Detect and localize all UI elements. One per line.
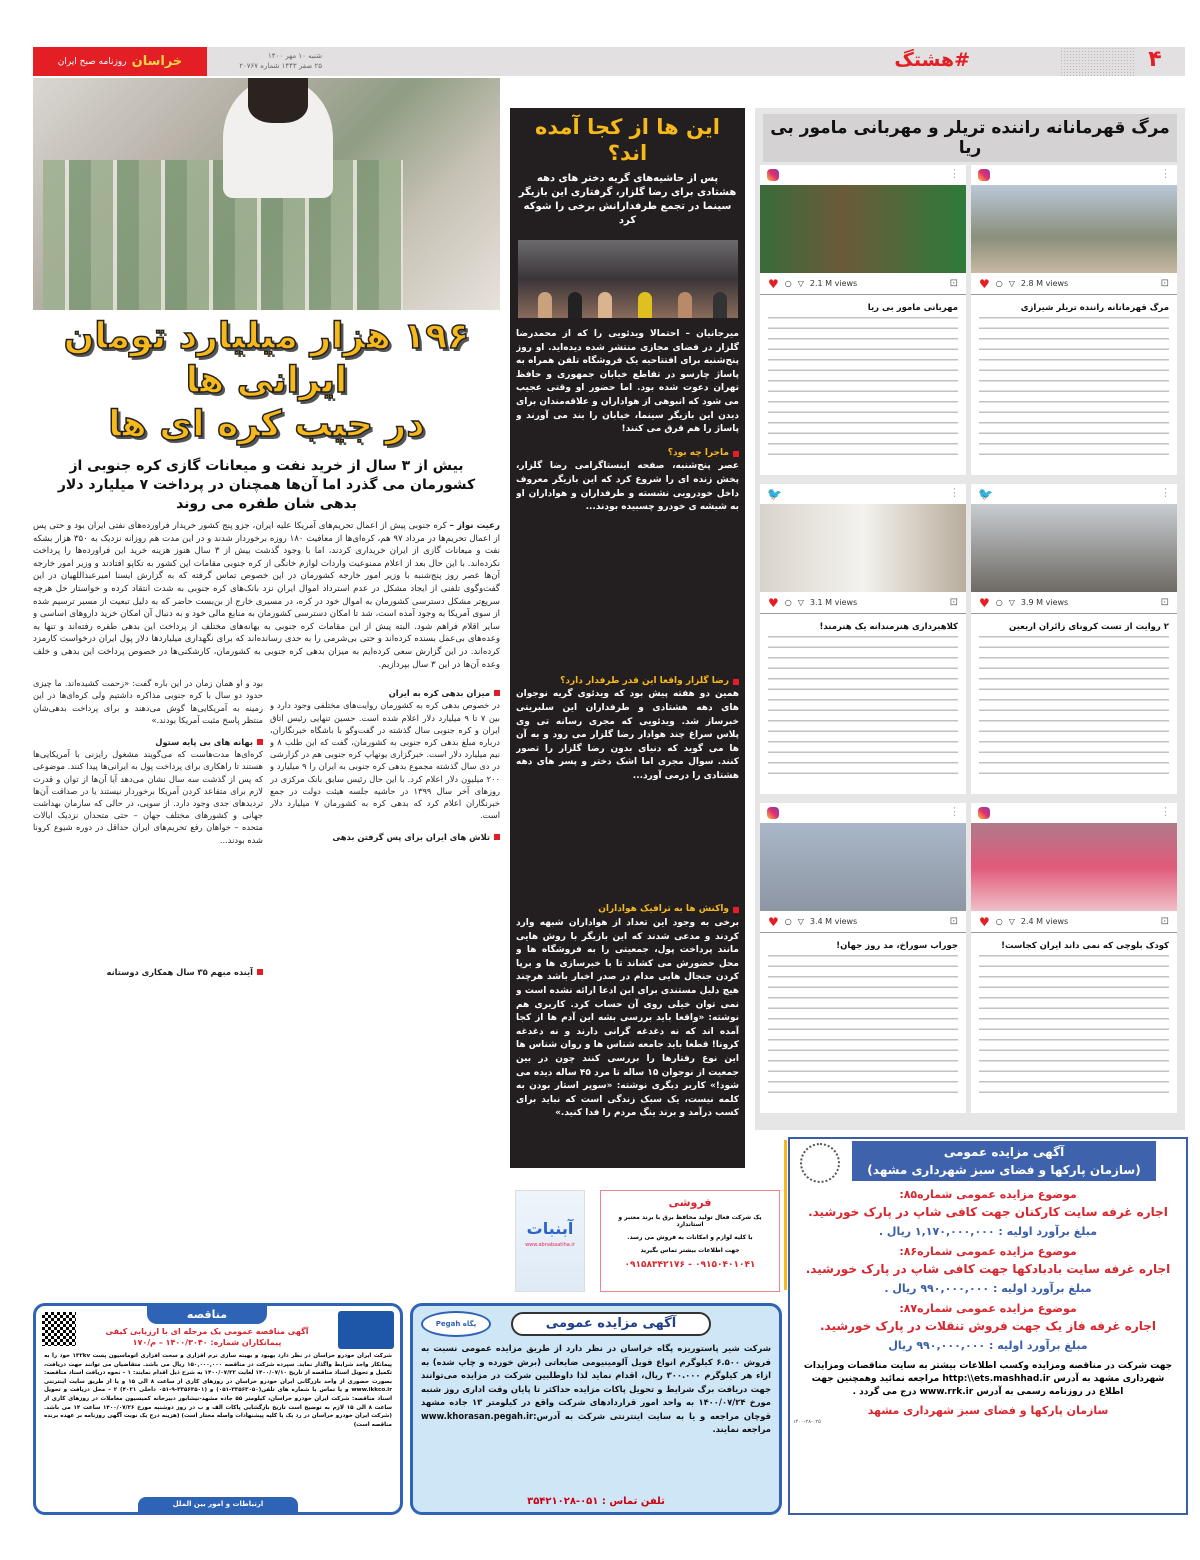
section-text: عصر پنج‌شنبه، صفحه اینستاگرامی رضا گلزار، پخش زنده ای را شروع کرد که این بازیگر معروف داخل خودرویی نشسته و طرفداران و هواداران او به شیشه ی خودرو چسبیده بودند... [516,461,739,513]
social-post-card[interactable] [971,165,1177,475]
view-count: 3.4 M views [809,917,858,926]
mashhad-ad-header [852,1141,1156,1181]
post-caption: ۲ روایت از تست کرونای زائران اربعین [1009,622,1169,632]
mashhad-municipality-logo [800,1143,840,1183]
view-count: 3.9 M views [1020,598,1069,607]
auction-item [790,1244,1186,1296]
headline-line-1: ۱۹۶ هزار میلیارد تومان ایرانی ها [63,316,470,401]
abnabat-logo: آبنبات [526,1219,574,1238]
sale-ad [600,1190,780,1292]
view-count: 2.1 M views [809,279,858,288]
body-intro: میرجانیان – احتمالا ویدئویی را که از محمدرضا گلزار در فضای مجازی منتشر شده دیده‌اید. او روز پنج‌شنبه برای افتتاحیه یک فروشگاه تلفن همراه به پاساژ چارسو در تقاطع خیابان جمهوری و حافظ تهران دعوت شده بود. اما حضور او وقتی عجیب می شود که انبوهی از هواداران و علاقه‌مندان برای دیدن این بازیگر سینما، خیابان را بند می آورند و پاساژ را هم قرق می کنند! [516,329,739,435]
more-icon[interactable]: ⋮ [949,167,960,180]
main-column-left [33,677,263,1295]
comment-icon[interactable]: ○ [995,598,1003,607]
ad-label: مناقصه [147,1306,267,1324]
crowd-photo [518,240,738,318]
page-number: ۴ [1148,47,1162,72]
ad-body: شرکت شیر پاستوریزه پگاه خراسان در نظر دارد از طریق مزایده عمومی نسبت به فروش ۶.۵۰۰ کیلوگرم انواع فویل آلومینیومی ضایعاتی (برش خورده و چاپ شده) به ازاء هر کیلوگرم ۳۰۰.۰۰۰ ریال، اقدام نماید لذا داوطلبین شرکت در مزایده می‌توانند جهت دریافت برگ شرایط و تحویل پاکات مزایده حداکثر تا پایان وقت اداری روز شنبه مورخ ۱۴۰۰/۰۷/۲۴ به واحد امور قراردادهای شرکت واقع در کیلومتر ۱۳ جاده مشهد قوچان مراجعه و یا به سایت اینترنتی شرکت به آدرس:www.khorasan.pegah.ir مراجعه نمایند. [421,1343,771,1434]
main-headline [33,315,500,447]
headline-line-2: در جیب کره ای ها [108,404,425,445]
post-text-lines [768,317,958,457]
post-caption: مهربانی مامور بی ریا [867,303,958,313]
lead-text: کره جنوبی پیش از اعمال تحریم‌های آمریکا علیه ایران، جزو پنج کشور خریدار فراورده‌های نفتی ایران بود و حتی پس از اعمال تحریم‌ها در مرداد ۹۷ هم، کره‌ای‌ها از معافیت ۱۸۰ روزه برخوردار شدند و در این مدت هم روزانه نزدیک به ۳۵۰ هزار بشکه نفت و میعانات گازی از ایران خریداری کردند، اما با وجود گذشت بیش از ۳ سال هنوز هزینه خرید این فراورده‌ها را پرداخت نکرده‌اند. با این حال بعد از اعلام ممنوعیت واردات لوازم خانگی از کره جنوبی مقامات این کشور به تکاپو افتادند و وزیر امور خارجه آن‌ها عصر روز پنج‌شنبه با وزیر امور خارجه کشورمان در این خصوص تماس گرفته که به گزارش ایسنا امیرعبداللهیان در این گفت‌وگوی تلفنی از ایجاد مشکل در عدم استرداد اموال ایران نزد بانک‌های کره جنوبی به شدت انتقاد کرده و خواستار حل هرچه سریع‌تر مشکل دسترسی کشورمان به اموال خود در کره، در مسیری خارج از بن‌بست حاضر که به دلیل تبعیت از مسیر ترسیم شده از سوی آمریکا به وجود آمده است، شد تا امکان دسترسی کشورمان به منابع مالی خود و به دنبال آن امکان خرید داروهای اساسی و سایر اقلام فراهم شود. البته پیش از این مقامات کره جنوبی به بهانه‌های مختلف از پرداخت این بدهی طفره رفته‌اند و تنها به وعده‌های بی‌عمل بسنده کرده‌اند و حتی بی‌شرمی را به حدی رسانده‌اند که برای نگهداری میلیاردها دلار پول ایران درخواست کارمزد کرده‌اند. در این گزارش سعی کرده‌ایم به میزان بدهی کره جنوبی به کشورمان، کارشکنی‌ها در خصوص پرداخت این بدهی و خلف وعده آن‌ها در این ۳ سال بپردازیم. [33,521,500,670]
heart-icon[interactable]: ♥ [979,276,990,291]
qr-code[interactable] [42,1312,76,1346]
post-image [971,504,1177,592]
ad-signature: سازمان پارکها و فضای سبز شهرداری مشهد [867,1404,1109,1417]
comment-icon[interactable]: ○ [995,279,1003,288]
twitter-icon: 🐦 [767,487,782,501]
instagram-icon [978,169,990,181]
comment-icon[interactable]: ○ [784,917,792,926]
post-caption: جوراب سوراخ، مد روز جهان! [836,941,958,951]
share-icon[interactable]: ▽ [797,279,804,288]
heart-icon[interactable]: ♥ [979,595,990,610]
brand-tagline: روزنامه صبح ایران [57,56,127,67]
date-line-2: ۲۵ صفر ۱۴۴۳ شماره ۲۰۷۶۷ [239,62,322,70]
middle-story-body [516,328,739,1163]
post-text-lines [768,955,958,1095]
sale-line: جهت اطلاعات بیشتر تماس بگیرید [640,1247,740,1254]
social-post-card[interactable] [971,803,1177,1113]
section-text: بود و او همان زمان در این باره گفت: «زحمت کشیده‌اند. ما چیزی حدود دو سال با کره جنوبی مذاکره داشتیم ولی کره‌ای‌ها در این زمینه به آمریکایی‌ها گوش می‌دهند و برای پرداخت بدهی‌شان منتظر پاسخ مثبت آمریکا بودند.» [33,678,263,725]
auction-price: مبلغ برآورد اولیه : ۹۹۰,۰۰۰,۰۰۰ ریال [888,1339,1088,1352]
pegah-logo: Pegah پگاه [421,1311,491,1337]
ad-org: (سازمان پارکها و فضای سبز شهرداری مشهد) [867,1163,1141,1177]
ad-phone: تلفن تماس : ۰۵۱-۳۵۴۲۱۰۲۸ [527,1496,665,1507]
more-icon[interactable]: ⋮ [1160,167,1171,180]
auction-topic: موضوع مزایده عمومی شماره۸۷: [899,1302,1077,1315]
auction-topic: موضوع مزایده عمومی شماره۸۵: [899,1188,1077,1201]
post-text-lines [979,636,1169,776]
post-caption: کلاهبرداری هنرمندانه یک هنرمند! [819,622,958,632]
heart-icon[interactable]: ♥ [768,914,779,929]
dot-pattern [1060,47,1135,76]
sale-phone: ۰۹۱۵۰۴۰۱۰۴۱ - ۰۹۱۵۸۳۴۲۱۷۶ [624,1260,756,1270]
twitter-icon: 🐦 [978,487,993,501]
middle-story-intro: پس از حاشیه‌های گریه دختر های دهه هشتادی برای رضا گلزار، گرفتاری این بازیگر سینما در تجمع طرفدارانش برخی را شوکه کرد [518,173,737,226]
middle-story-head [512,114,743,228]
pegah-auction-ad [410,1303,782,1515]
social-post-card[interactable] [760,484,966,794]
instagram-icon [767,807,779,819]
section-text: کره‌ای‌ها مدت‌هاست که می‌گویند مشغول رایزنی با آمریکایی‌ها هستند تا راهکاری برای پرداخت پول به ایرانی‌ها پیدا کنند. موضوعی که پس از گذشت سه سال نشان می‌دهد آیا آن‌ها از توان و قدرت لازم برای متقاعد کردن آمریکا برخوردار نیستند یا در صداقت آن‌ها تردیدهای جدی وجود دارد. از سویی، در حالی که سازمان بهداشت جهانی و کشورهای مختلف جهان – حتی متحدان نزدیک ایالات متحده – خواهان رفع تحریم‌های ایران حداقل در دوره شیوع کرونا شده بودند... [33,749,263,845]
bookmark-icon[interactable]: ⊡ [949,278,958,289]
heart-icon[interactable]: ♥ [768,276,779,291]
auction-price: مبلغ برآورد اولیه : ۹۹۰,۰۰۰,۰۰۰ ریال . [884,1282,1092,1295]
comment-icon[interactable]: ○ [995,917,1003,926]
social-panel-title: مرگ قهرمانانه راننده تریلر و مهربانی مامور بی ریا [763,114,1177,162]
share-icon[interactable]: ▽ [1008,279,1015,288]
section-text: همین دو هفته پیش بود که ویدئوی گریه نوجوان های دهه هشتادی و طرفداران این سلبریتی خبرساز شد. ویدئویی که مجری رسانه تی وی پلاس سراغ چند هوادار رضا گلزار می رود و به آن ها می گوید که دنیای بدون رضا گلزار را تصور کنند. سوال مجری اما اشک دختر و پسر های دهه هشتادی را درمی آورد... [516,689,739,781]
ad-title: آگهی مزایده عمومی [511,1312,711,1336]
ad-number: پیمانکاران شماره: ۱۴۰۰/۳۰۴۰ – م/۱۷۰ [132,1338,282,1347]
section-text: برخی به وجود این تعداد از هواداران شبهه وارد کردند و مدعی شدند که این بازیگر با روش هایی مانند پرداخت پول، جمعیتی را به فروشگاه ها و محل حضورش می کشاند تا با خبرسازی ها و برپا کردن جنجال هایی مدام در صدر اخبار باشد هرچند هیچ دلیل مستندی برای این ادعا ارائه نشده است و نمی توان خیلی روی آن حساب کرد. کاربری هم نوشته: «واقعا باید بررسی بشه این آدم ها از کجا آمده اند که نه دغدغه گرانی دارند و نه دغدغه کرونا! قطعا باید جامعه شناس ها و روان شناس ها این نوع رفتارها را بررسی کنند چون در بین جمعیت از نوجوان ۱۵ ساله تا مرد ۴۵ ساله دیده می شود!» کاربر دیگری نوشته: «سوپر استار بودن به کلمه نیست، یک سبک زندگی است که نباید برای کسب درآمد و برند ینگ مردم را فدا کنید.» [516,918,739,1119]
more-icon[interactable]: ⋮ [949,486,960,499]
main-column-right [270,677,500,1295]
main-columns [33,677,500,1295]
ad-code: ۱۴۰۰-۲۸-۰۲۵ [793,1419,821,1425]
view-count: 2.4 M views [1020,917,1069,926]
ad-title: آگهی مزایده عمومی [943,1145,1065,1159]
section-heading: میزان بدهی کره به ایران [270,687,500,699]
byline: رعیت نواز – [449,521,500,531]
more-icon[interactable]: ⋮ [1160,486,1171,499]
ad-info: جهت شرکت در مناقصه ومزایده وکسب اطلاعات بیشتر به سایت مناقصات ومزایدات شهرداری مشهد به آدرس http:\\ets.mashhad.ir مراجعه نمائید وهمچنین جهت اطلاع در روزنامه رسمی به آدرس www.rrk.ir درج می گردد . [803,1361,1173,1397]
post-image [971,185,1177,273]
middle-story-title: این ها از کجا آمده اند؟ [535,115,720,165]
brand-name: خراسان [131,54,183,69]
social-post-card[interactable] [760,165,966,475]
view-count: 3.1 M views [809,598,858,607]
post-image [760,504,966,592]
instagram-icon [767,169,779,181]
heart-icon[interactable]: ♥ [768,595,779,610]
sale-title: فروشی [668,1196,712,1209]
share-icon[interactable]: ▽ [797,598,804,607]
bookmark-icon[interactable]: ⊡ [1160,916,1169,927]
newspaper-logo [33,47,207,76]
view-count: 2.8 M views [1020,279,1069,288]
bookmark-icon[interactable]: ⊡ [1160,278,1169,289]
auction-item [790,1187,1186,1239]
main-story [33,315,500,1295]
more-icon[interactable]: ⋮ [949,805,960,818]
share-icon[interactable]: ▽ [1008,917,1015,926]
section-heading: ماجرا چه بود؟ [516,447,739,461]
post-text-lines [979,317,1169,457]
auction-desc: اجاره غرفه سایت کارکنان جهت کافی شاپ در پارک خورشید. [808,1205,1168,1219]
abnabat-ad[interactable] [515,1190,585,1292]
auction-price: مبلغ برآورد اولیه : ۱,۱۷۰,۰۰۰,۰۰۰ ریال . [878,1225,1098,1238]
section-heading: تلاش های ایران برای پس گرفتن بدهی [270,831,500,843]
section-text: در خصوص بدهی کره به کشورمان روایت‌های مختلفی وجود دارد و بین ۷ تا ۹ میلیارد دلار اعلام شده است. حسین تنهایی رئیس اتاق ایران و کره جنوبی سال گذشته در گفت‌وگو با باشگاه خبرنگاران، درباره مبلغ بدهی کره جنوبی به کشورمان، گفت که این طلب ۸ و نیم میلیارد دلار است. خبرگزاری یونهاپ کره جنوبی هم در گزارشی در دی سال گذشته مجموع بدهی کره جنوبی به ایران را ۹ میلیارد و ۲۰۰ میلیون دلار اعلام کرد. با این حال رئیس سابق بانک مرکزی در روزهای آخر سال ۱۳۹۹ در حاشیه جلسه هیئت دولت در جمع خبرنگاران اعلام کرد که بدهی کره به کشورمان ۷ میلیارد دلار است. [270,700,500,821]
ikco-tender-ad [33,1303,403,1515]
post-text-lines [768,636,958,776]
section-title: #هشتگ [894,49,970,71]
post-image [760,185,966,273]
post-image [760,823,966,911]
bank-clerk-hair [248,78,308,123]
auction-desc: اجاره غرفه سایت بادبادکها جهت کافی شاپ در پارک خورشید. [805,1262,1171,1276]
share-icon[interactable]: ▽ [797,917,804,926]
ikco-logo [338,1311,394,1349]
heart-icon[interactable]: ♥ [979,914,990,929]
post-caption: مرگ قهرمانانه راننده تریلر شیرازی [1020,303,1169,313]
ad-body: شرکت ایران خودرو خراسان در نظر دارد بهبود و بهینه سازی نرم افزاری و سخت افزاری اتوماسیون پست ۱۳۲kv خود را به پیمانکار واجد شرایط واگذار نماید. سپرده شرکت در مناقصه ۱۵۰,۰۰۰,۰۰۰ ریال می باشد. متقاضیان می توانند جهت دریافت، تکمیل و تحویل اسناد مناقصه از تاریخ ۱۴۰۰/۰۷/۱۰ لغایت ۱۴۰۰/۰۷/۲۲ به شرح ذیل اقدام نمایند: ۱ – نحوه دریافت اسناد مناقصه: بصورت حضوری از واحد بازرگانی ایران خودرو خراسان در روزهای کاری از ساعت ۸ الی ۱۵ و یا از طریق سایت اینترنتی www.ikkco.ir و یا تماس با شماره های تلفن(۳۳۵۶۳۰۵۰-۰۵۱) و (۳۳۵۶۳۵۰۱-۹-۰۵۱ داخلی ۴۰۲۱) ۲ – محل دریافت و تحویل اسناد مناقصه: شرکت ایران خودرو خراسان، کیلومتر ۵۵ جاده مشهد-نیشابور دبیرخانه کمیسیون معاملات در روزهای کاری از ساعت ۸ الی ۱۵ لازم به توضیح است تاریخ بازگشایی پاکات الف و ب در روز دوشنبه مورخ ۱۴۰۰/۰۷/۲۶ ساعت ۱۴ می باشد. (شرکت ایران خودرو خراسان در رد یک یا کلیه پیشنهادات واصله مختار است) (هزینه درج یک نوبت آگهی روزنامه بر عهده برنده مناقصه است) [44,1353,393,1428]
ad-footer: ارتباطات و امور بین الملل [138,1497,298,1512]
section-heading: واکنش ها به ترافیک هواداران [516,903,739,917]
auction-topic: موضوع مزایده عمومی شماره۸۶: [899,1245,1077,1258]
auction-item [790,1301,1186,1353]
share-icon[interactable]: ▽ [1008,598,1015,607]
abnabat-url: www.abnabaatiha.ir [525,1242,575,1248]
main-story-photo [33,78,500,310]
social-post-card[interactable] [971,484,1177,794]
auction-desc: اجاره غرفه فاز یک جهت فروش تنقلات در پارک خورشید. [819,1319,1157,1333]
bookmark-icon[interactable]: ⊡ [949,597,958,608]
more-icon[interactable]: ⋮ [1160,805,1171,818]
date-line-1: شنبه ۱۰ مهر ۱۴۰۰ [268,52,322,60]
main-subhead: بیش از ۳ سال از خرید نفت و میعانات گازی کره جنوبی از کشورمان می گذرد اما آن‌ها همچنان در پرداخت ۷ میلیارد دلار بدهی شان طفره می روند [57,458,476,512]
ad-divider [784,1140,787,1290]
mashhad-parks-auction-ad [788,1137,1188,1515]
bookmark-icon[interactable]: ⊡ [1160,597,1169,608]
instagram-icon [978,807,990,819]
post-caption: کودک بلوچی که نمی داند ایران کجاست! [1001,941,1169,951]
section-heading: رضا گلزار واقعا این قدر طرفدار دارد؟ [516,675,739,689]
comment-icon[interactable]: ○ [784,279,792,288]
section-heading: بهانه های بی پایه ستول [33,736,263,748]
sale-line: یک شرکت فعال تولید محافظ برق با برند معتبر و استاندارد [618,1214,762,1228]
main-lead [33,520,500,671]
post-text-lines [979,955,1169,1095]
dateline [212,51,322,71]
section-heading: آینده مبهم ۳۵ سال همکاری دوستانه [33,966,263,978]
post-image [971,823,1177,911]
sale-line: با کلیه لوازم و امکانات به فروش می رسد. [627,1234,753,1241]
bookmark-icon[interactable]: ⊡ [949,916,958,927]
social-post-card[interactable] [760,803,966,1113]
ad-title: آگهی مناقصه عمومی یک مرحله ای با ارزیابی کیفی [105,1327,309,1336]
comment-icon[interactable]: ○ [784,598,792,607]
